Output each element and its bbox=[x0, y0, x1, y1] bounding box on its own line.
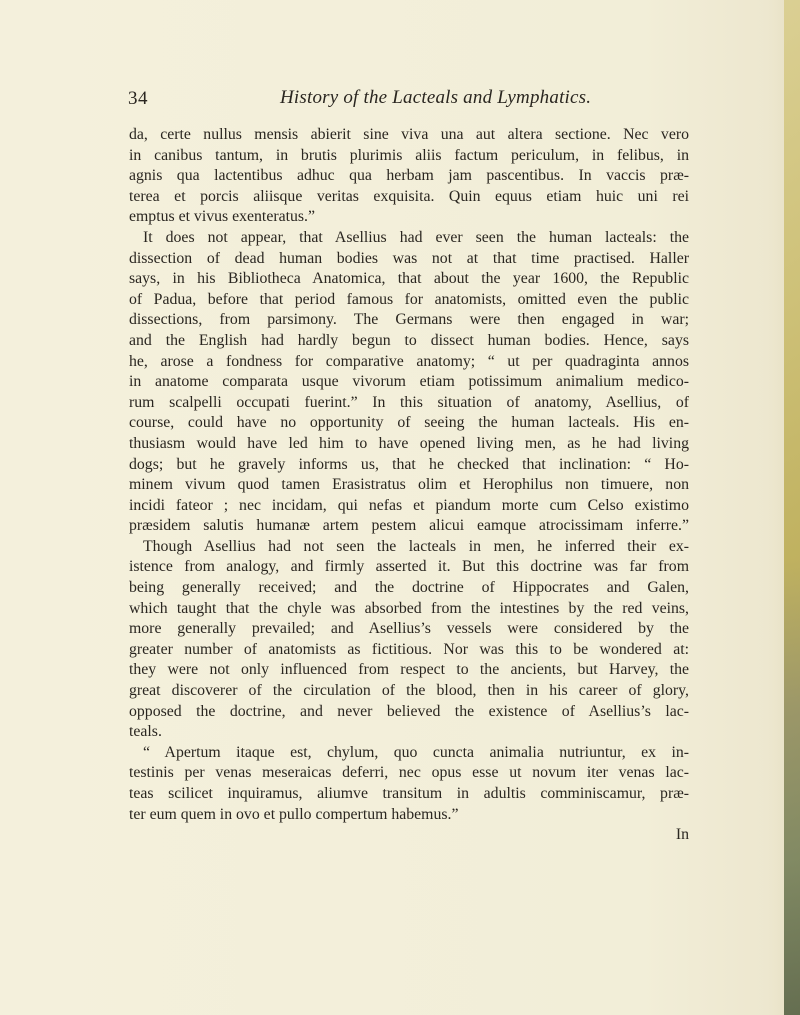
page-number: 34 bbox=[128, 88, 148, 109]
text-line: It does not appear, that Asellius had ever seen the human lacteals: the bbox=[143, 228, 689, 246]
text-line: says, in his Bibliotheca Anatomica, that about the year 1600, the Republic bbox=[129, 270, 689, 288]
text-line: agnis qua lactentibus adhuc qua herbam jam pascentibus. In vaccis præ- bbox=[129, 167, 689, 185]
catchword: In bbox=[675, 826, 689, 844]
text-line: they were not only influenced from respect to the ancients, but Harvey, the bbox=[129, 661, 689, 679]
text-line: terea et porcis aliisque veritas exquisita. Quin equus etiam huic uni rei bbox=[129, 187, 689, 205]
text-line: great discoverer of the circulation of the blood, then in his career of glory, bbox=[129, 682, 689, 700]
page-edge-stain bbox=[784, 0, 800, 1015]
text-line: emptus et vivus exenteratus.” bbox=[129, 208, 315, 226]
text-line: dissection of dead human bodies was not at that time practised. Haller bbox=[129, 249, 689, 267]
text-line: minem vivum quod tamen Erasistratus olim et Herophilus non timuere, non bbox=[129, 476, 689, 494]
text-line: more generally prevailed; and Asellius’s vessels were considered by the bbox=[129, 620, 689, 638]
text-line: da, certe nullus mensis abierit sine viva una aut altera sectione. Nec vero bbox=[129, 126, 689, 143]
text-line: course, could have no opportunity of seeing the human lacteals. His en- bbox=[129, 414, 689, 432]
text-line: teas scilicet inquiramus, aliumve transitum in adultis comminiscamur, præ- bbox=[129, 785, 689, 802]
text-line: præsidem salutis humanæ artem pestem alicui eamque atrocissimam inferre.” bbox=[129, 517, 689, 535]
text-line: dogs; but he gravely informs us, that he checked that inclination: “ Ho- bbox=[129, 455, 689, 473]
text-line: and the English had hardly begun to dissect human bodies. Hence, says bbox=[129, 331, 689, 349]
text-line: thusiasm would have led him to have opened living men, as he had living bbox=[129, 434, 689, 452]
text-line: rum scalpelli occupati fuerint.” In this situation of anatomy, Asellius, of bbox=[129, 393, 689, 411]
text-line: of Padua, before that period famous for anatomists, omitted even the public bbox=[129, 290, 689, 308]
text-line: “ Apertum itaque est, chylum, quo cuncta animalia nutriuntur, ex in- bbox=[143, 743, 689, 761]
text-line: in canibus tantum, in brutis plurimis aliis factum periculum, in felibus, in bbox=[129, 146, 689, 164]
running-head: History of the Lacteals and Lymphatics. bbox=[280, 87, 592, 108]
text-line: istence from analogy, and firmly asserted it. But this doctrine was far from bbox=[129, 558, 689, 576]
text-line: incidi fateor ; nec incidam, qui nefas et piandum morte cum Celso existimo bbox=[129, 496, 689, 514]
text-line: ter eum quem in ovo et pullo compertum habemus.” bbox=[129, 805, 459, 823]
page-header bbox=[128, 88, 708, 114]
text-line: teals. bbox=[129, 723, 162, 741]
text-line: he, arose a fondness for comparative anatomy; “ ut per quadraginta annos bbox=[129, 352, 689, 370]
text-line: greater number of anatomists as fictitious. Nor was this to be wondered at: bbox=[129, 640, 689, 658]
text-line: dissections, from parsimony. The Germans were then engaged in war; bbox=[129, 311, 689, 329]
text-line: Though Asellius had not seen the lacteals in men, he inferred their ex- bbox=[143, 537, 689, 555]
text-line: in anatome comparata usque vivorum etiam potissimum animalium medico- bbox=[129, 373, 689, 391]
text-line: opposed the doctrine, and never believed the existence of Asellius’s lac- bbox=[129, 702, 689, 720]
body-text bbox=[129, 125, 689, 846]
text-line: being generally received; and the doctrine of Hippocrates and Galen, bbox=[129, 579, 689, 597]
text-line: testinis per venas meseraicas deferri, nec opus esse ut novum iter venas lac- bbox=[129, 764, 689, 782]
text-line: which taught that the chyle was absorbed from the intestines by the red veins, bbox=[129, 599, 689, 617]
